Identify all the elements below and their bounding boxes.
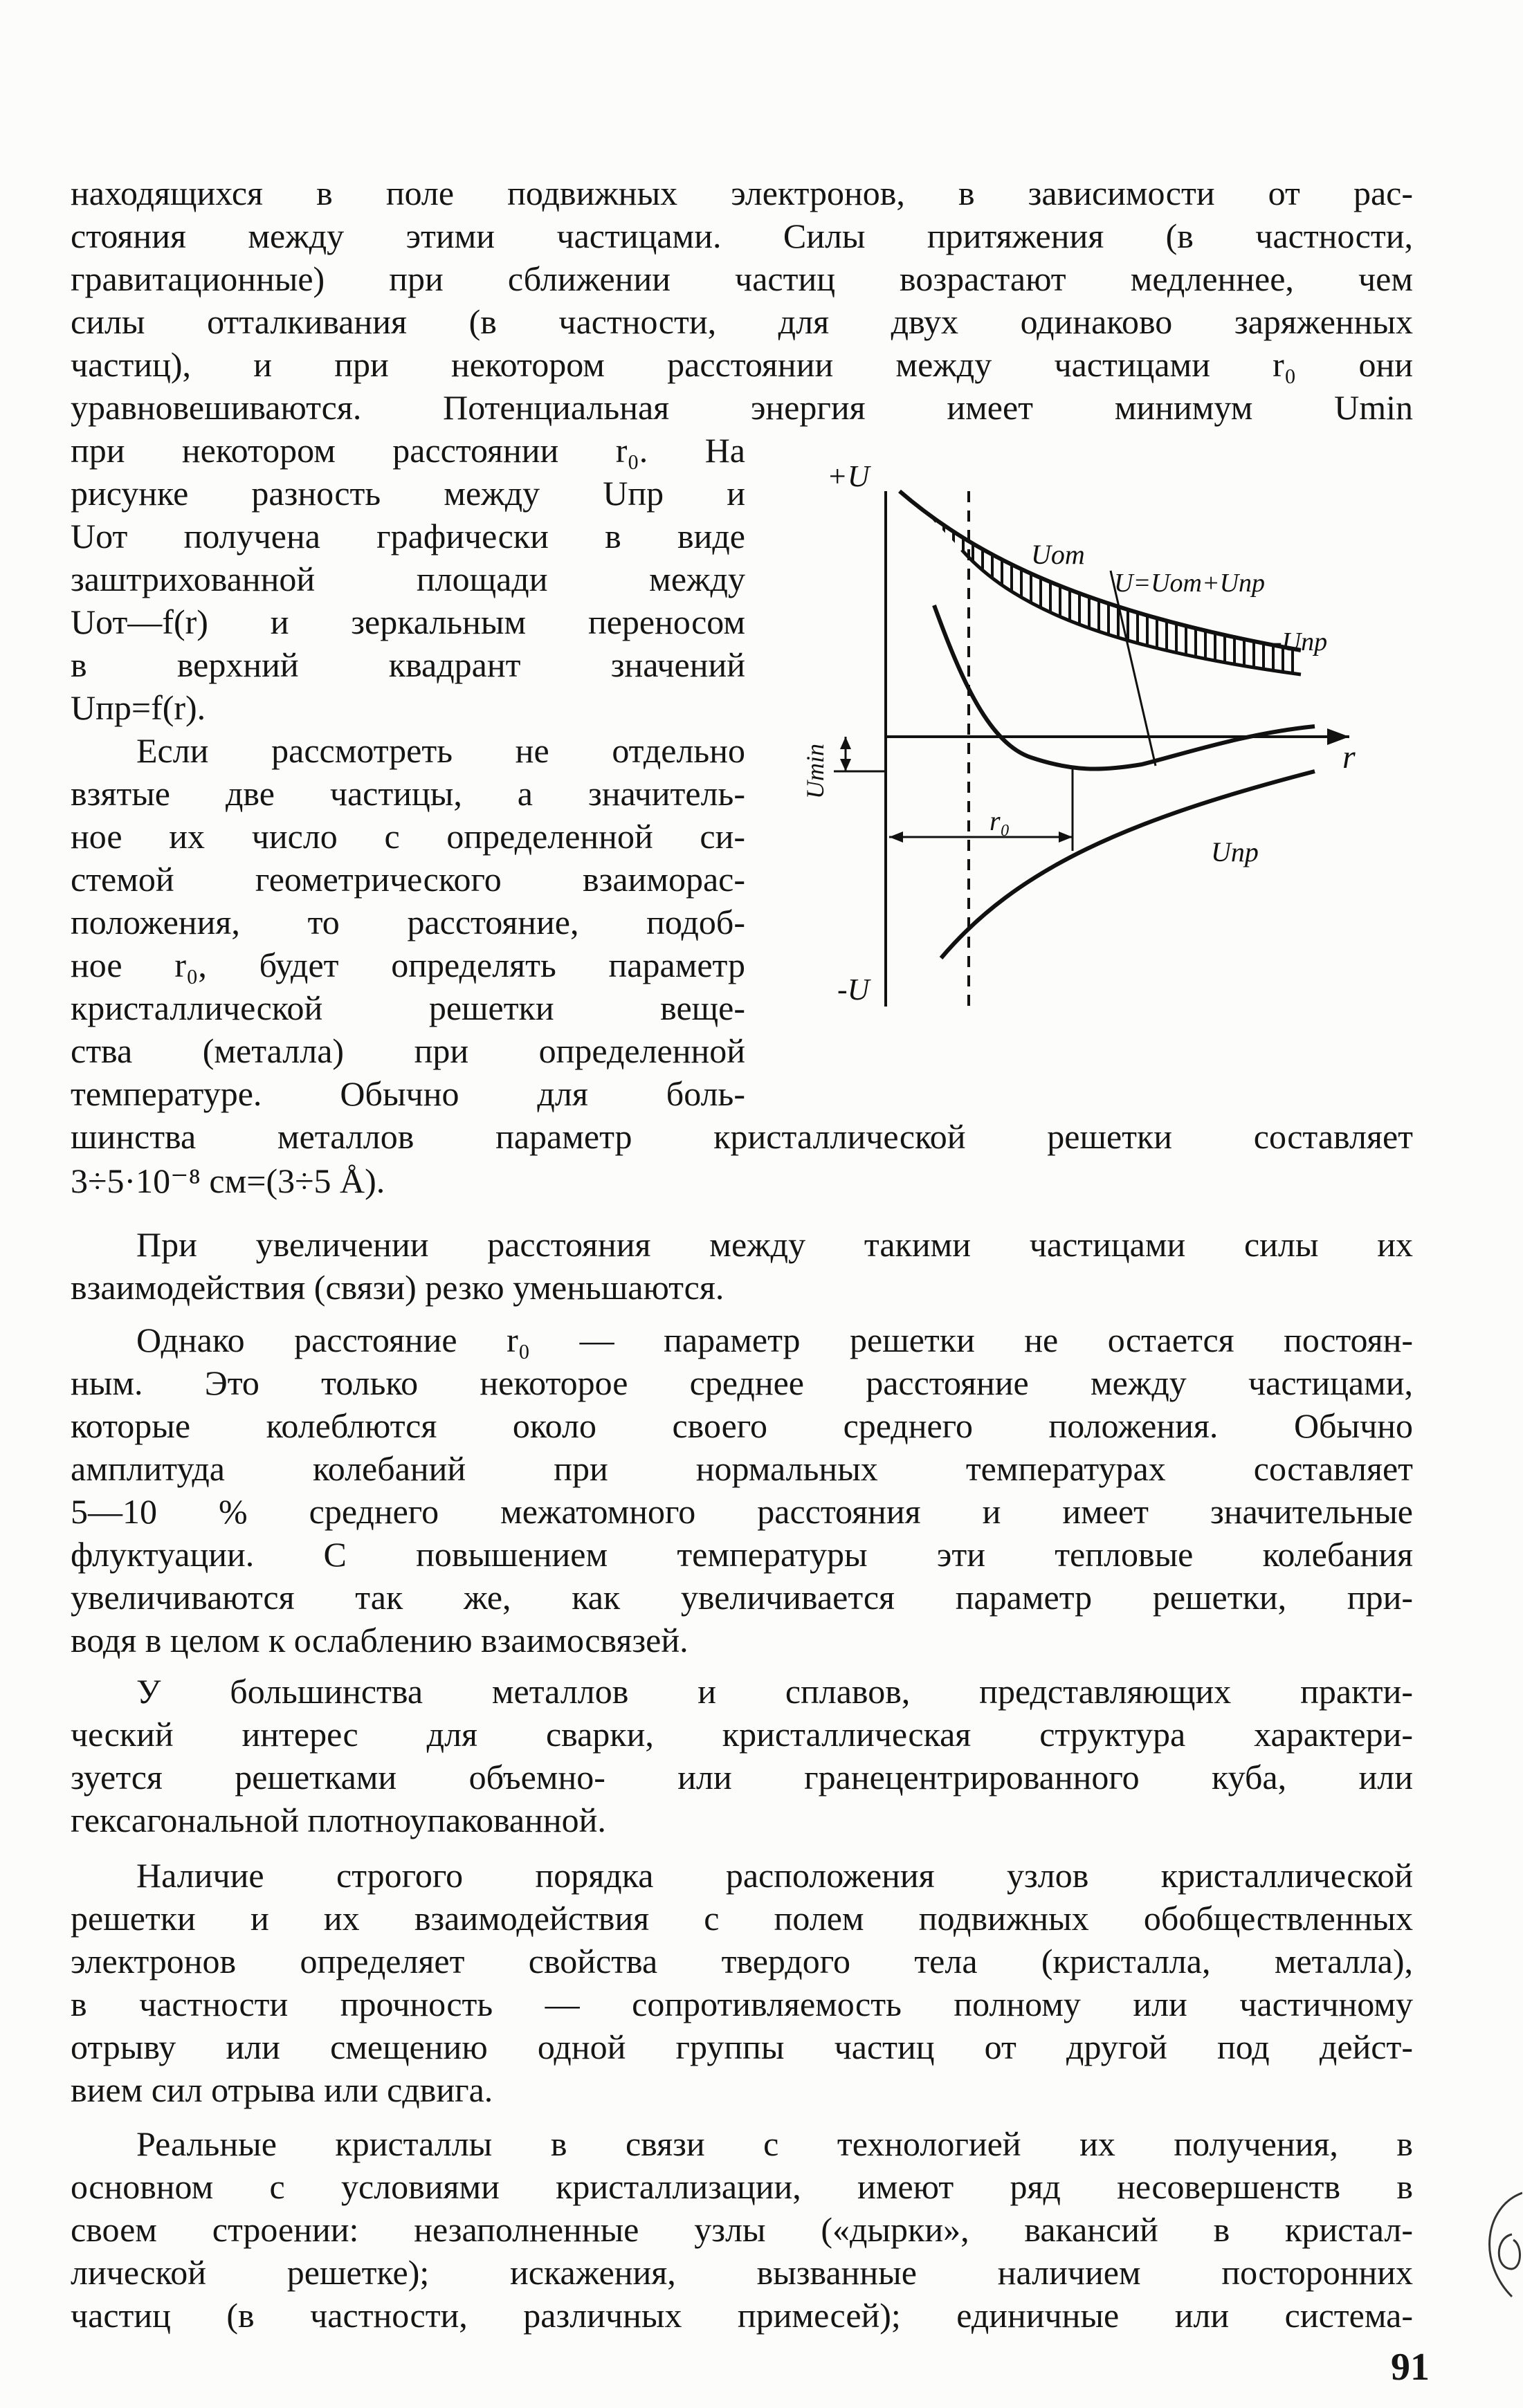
label-r: r xyxy=(1342,739,1356,775)
text-line: ное r₀, будет определять параметр xyxy=(71,946,745,984)
text-line: при некотором расстоянии r₀. На xyxy=(71,431,745,470)
text-line: частиц), и при некотором расстоянии между частицами r₀ они xyxy=(71,345,1413,384)
text-line: Uпр=f(r). xyxy=(71,688,206,727)
page-number: 91 xyxy=(1391,2346,1430,2389)
text-line: кристаллической решетки веще- xyxy=(71,989,745,1027)
text-line: положения, то расстояние, подоб- xyxy=(71,903,745,941)
text-line: гексагональной плотноупакованной. xyxy=(71,1801,606,1839)
text-line: Наличие строгого порядка расположения узлов кристаллической xyxy=(136,1856,1413,1895)
text-line: Uот получена графически в виде xyxy=(71,517,745,555)
text-line: основном с условиями кристаллизации, имеют ряд несовершенств в xyxy=(71,2167,1413,2206)
text-line: решетки и их взаимодействия с полем подвижных обобществленных xyxy=(71,1899,1413,1938)
margin-handwritten-mark xyxy=(1470,2179,1522,2310)
text-line: ческий интерес для сварки, кристаллическая структура характери- xyxy=(71,1715,1413,1754)
label-u-pr: Uпр xyxy=(1211,836,1259,867)
text-line: увеличиваются так же, как увеличивается параметр решетки, при- xyxy=(71,1578,1413,1617)
text-line: Реальные кристаллы в связи с технологией их получения, в xyxy=(136,2124,1413,2163)
text-line: частиц (в частности, различных примесей); единичные или система- xyxy=(71,2296,1413,2335)
label-u-min: Umin xyxy=(801,744,829,799)
label-minus-u-pr: -Uпр xyxy=(1273,627,1328,656)
text-line: в частности прочность — сопротивляемость полному или частичному xyxy=(71,1985,1413,2023)
r0-arrow-right xyxy=(1059,831,1073,843)
text-line: ства (металла) при определенной xyxy=(71,1031,745,1070)
r0-arrow-left xyxy=(889,831,903,843)
label-u-sum: U=Uот+Uпр xyxy=(1114,569,1266,598)
u-min-arrow-up xyxy=(840,737,851,749)
text-line: своем строении: незаполненные узлы («дырки», вакансий в кристал- xyxy=(71,2210,1413,2249)
label-r0: r₀ xyxy=(990,805,1010,836)
text-line: стояния между этими частицами. Силы притяжения (в частности, xyxy=(71,217,1413,255)
text-line: Uот—f(r) и зеркальным переносом xyxy=(71,603,745,641)
text-line: Однако расстояние r₀ — параметр решетки не остается постоян- xyxy=(136,1321,1413,1359)
text-line: силы отталкивания (в частности, для двух одинаково заряженных xyxy=(71,302,1413,341)
label-u-ot: Uот xyxy=(1031,539,1085,570)
text-line: заштрихованной площади между xyxy=(71,560,745,598)
text-line: Если рассмотреть не отдельно xyxy=(136,731,745,770)
text-line: При увеличении расстояния между такими частицами силы их xyxy=(136,1225,1413,1264)
text-line: взятые две частицы, а значитель- xyxy=(71,774,745,813)
text-line: флуктуации. С повышением температуры эти тепловые колебания xyxy=(71,1535,1413,1574)
text-line: амплитуда колебаний при нормальных температурах составляет xyxy=(71,1449,1413,1488)
text-line: 3÷5·10⁻⁸ см=(3÷5 Å). xyxy=(71,1161,385,1200)
text-line: водя в целом к ослаблению взаимосвязей. xyxy=(71,1621,688,1660)
text-line: У большинства металлов и сплавов, представляющих практи- xyxy=(136,1672,1413,1711)
potential-energy-figure xyxy=(796,453,1384,1027)
text-line: в верхний квадрант значений xyxy=(71,645,745,684)
u-min-arrow-down xyxy=(840,759,851,771)
text-line: 5—10 % среднего межатомного расстояния и имеет значительные xyxy=(71,1492,1413,1531)
label-plus-u: +U xyxy=(827,459,870,493)
text-line: уравновешиваются. Потенциальная энергия имеет минимум Umin xyxy=(71,388,1413,427)
text-line: электронов определяет свойства твердого тела (кристалла, металла), xyxy=(71,1942,1413,1980)
text-line: взаимодействия (связи) резко уменьшаются. xyxy=(71,1268,724,1307)
text-line: шинства металлов параметр кристаллической решетки составляет xyxy=(71,1117,1413,1156)
text-line: которые колеблются около своего среднего положения. Обычно xyxy=(71,1406,1413,1445)
text-line: ным. Это только некоторое среднее расстояние между частицами, xyxy=(71,1363,1413,1402)
text-line: гравитационные) при сближении частиц возрастают медленнее, чем xyxy=(71,259,1413,298)
text-line: стемой геометрического взаиморас- xyxy=(71,860,745,899)
u-pr-curve xyxy=(941,771,1315,958)
text-line: находящихся в поле подвижных электронов, в зависимости от рас- xyxy=(71,174,1413,212)
text-line: ное их число с определенной си- xyxy=(71,817,745,856)
potential-energy-diagram xyxy=(796,453,1384,1027)
text-line: зуется решетками объемно- или гранецентрированного куба, или xyxy=(71,1758,1413,1796)
label-minus-u: -U xyxy=(837,973,870,1007)
text-line: вием сил отрыва или сдвига. xyxy=(71,2070,493,2109)
text-line: лической решетке); искажения, вызванные наличием посторонних xyxy=(71,2253,1413,2292)
text-line: температуре. Обычно для боль- xyxy=(71,1074,745,1113)
text-line: рисунке разность между Uпр и xyxy=(71,474,745,513)
text-line: отрыву или смещению одной группы частиц от другой под дейст- xyxy=(71,2028,1413,2066)
